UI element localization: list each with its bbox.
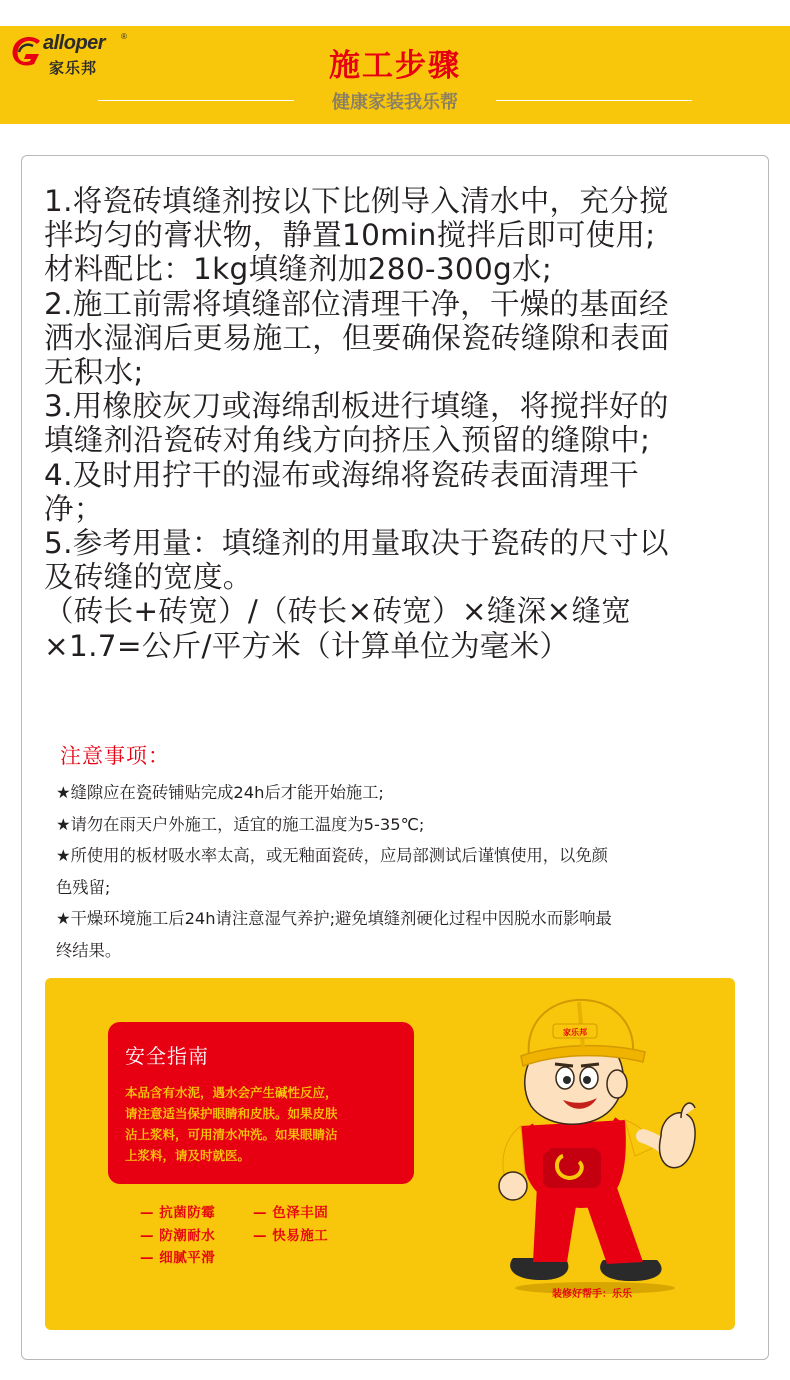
note-line: ★干燥环境施工后24h请注意湿气养护;避免填缝剂硬化过程中因脱水而影响最 (56, 909, 612, 928)
safety-guide-box (108, 1022, 414, 1184)
safety-line: 沾上浆料，可用清水冲洗。如果眼睛沾 (125, 1127, 338, 1142)
safety-line: 本品含有水泥，遇水会产生碱性反应， (125, 1085, 338, 1100)
step-line: 洒水湿润后更易施工，但要确保瓷砖缝隙和表面 (44, 320, 670, 355)
safety-line: 上浆料，请及时就医。 (125, 1148, 251, 1163)
note-line: 终结果。 (56, 940, 122, 960)
step-line: 4.及时用拧干的湿布或海绵将瓷砖表面清理干 (44, 457, 639, 492)
feature-item: — 快易施工 (253, 1228, 329, 1244)
step-line: 净； (44, 491, 104, 526)
step-line: 材料配比：1kg填缝剂加280-300g水; (44, 252, 553, 287)
construction-steps (44, 184, 744, 663)
note-line: ★请勿在雨天户外施工，适宜的施工温度为5-35℃; (56, 814, 425, 834)
tagline (98, 88, 692, 112)
feature-item: — 细腻平滑 (140, 1250, 216, 1266)
step-line: 2.施工前需将填缝部位清理干净，干燥的基面经 (44, 286, 669, 321)
notes-list (56, 777, 746, 966)
registered-mark: ® (121, 32, 127, 41)
safety-panel (45, 978, 735, 1330)
safety-text (125, 1082, 405, 1166)
tagline-text: 健康家装我乐帮 (332, 92, 458, 113)
step-line: 3.用橡胶灰刀或海绵刮板进行填缝，将搅拌好的 (44, 389, 669, 424)
step-line: 1.将瓷砖填缝剂按以下比例导入清水中，充分搅 (44, 184, 669, 218)
brand-wordmark: alloper (43, 32, 106, 54)
feature-item: — 色泽丰固 (253, 1205, 329, 1221)
step-line: 填缝剂沿瓷砖对角线方向挤压入预留的缝隙中; (44, 423, 651, 458)
brand-name-cn: 家乐邦 (49, 59, 98, 77)
page-title: 施工步骤 (329, 48, 461, 84)
feature-item: — 防潮耐水 (140, 1228, 216, 1244)
step-line: 拌均匀的膏状物，静置10min搅拌后即可使用; (44, 218, 656, 253)
note-line: ★所使用的板材吸水率太高，或无釉面瓷砖，应局部测试后谨慎使用，以免颜 (56, 846, 608, 865)
step-line: 5.参考用量：填缝剂的用量取决于瓷砖的尺寸以 (44, 526, 669, 561)
safety-line: 请注意适当保护眼睛和皮肤。如果皮肤 (125, 1106, 338, 1121)
mascot-caption: 装修好帮手：乐乐 (552, 1289, 632, 1300)
step-line: ×1.7=公斤/平方米（计算单位为毫米） (44, 628, 570, 663)
note-line: 色残留; (56, 877, 111, 897)
note-line: ★缝隙应在瓷砖铺贴完成24h后才能开始施工; (56, 783, 384, 802)
feature-item: — 抗菌防霉 (140, 1205, 216, 1221)
mascot-worker-illustration (485, 986, 725, 1296)
step-line: 无积水; (44, 355, 144, 390)
step-line: 及砖缝的宽度。 (44, 560, 253, 595)
mascot-badge-text: 家乐邦 (563, 1028, 587, 1037)
notes-title: 注意事项： (60, 744, 170, 768)
step-line: （砖长+砖宽）/（砖长×砖宽）×缝深×缝宽 (44, 594, 632, 629)
safety-title: 安全指南 (125, 1044, 209, 1068)
